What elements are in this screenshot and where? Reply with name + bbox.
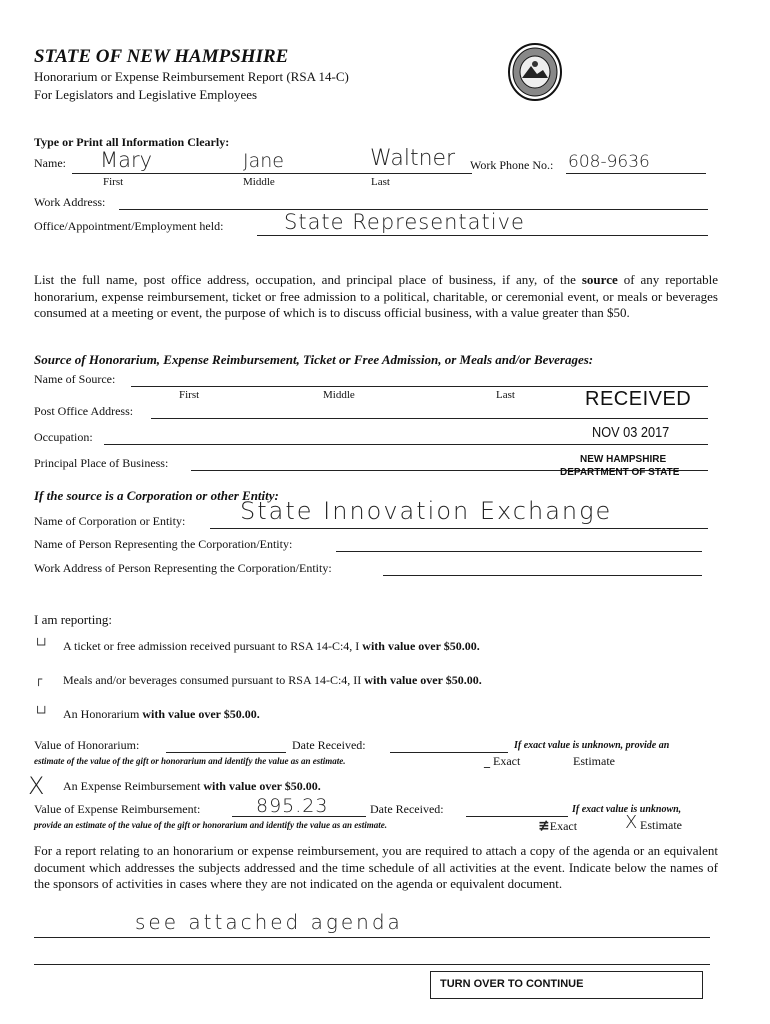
rep-name-line[interactable] bbox=[336, 551, 702, 552]
ticket-option: A ticket or free admission received pursuant to RSA 14-C:4, I with value over $50.00. bbox=[63, 639, 480, 653]
agenda-instructions-paragraph: For a report relating to an honorarium or expense reimbursement, you are required to attach a copy of the agenda or an equivalent document which addresses the subjects addressed and the time schedule of all activities at the event. Indicate below the names of the sponsors of activities in cases where they are not indicated on the agenda or equivalent document. bbox=[34, 843, 718, 891]
po-address-label: Post Office Address: bbox=[34, 404, 134, 418]
first-caption: First bbox=[103, 176, 124, 188]
hon-date-received-line[interactable] bbox=[390, 752, 508, 753]
instructions-heading: Type or Print all Information Clearly: bbox=[34, 135, 230, 149]
expense-value: 895.23 bbox=[256, 795, 329, 817]
corporation-name-line[interactable] bbox=[210, 528, 708, 529]
honorarium-value-label: Value of Honorarium: bbox=[34, 738, 140, 752]
hon-exact-option[interactable]: _ Exact bbox=[484, 754, 521, 768]
office-label: Office/Appointment/Employment held: bbox=[34, 219, 224, 233]
first-name-value: Mary bbox=[100, 148, 153, 172]
sponsor-line-1[interactable] bbox=[34, 937, 710, 938]
expense-date-received-line[interactable] bbox=[466, 816, 568, 817]
source-middle-caption: Middle bbox=[323, 389, 355, 401]
name-label: Name: bbox=[34, 156, 66, 170]
source-instructions-paragraph: List the full name, post office address, occupation, and principal place of business, if any, of the source of any reportable honorarium, expense reimbursement, ticket or free admission to a political, charitable, or ceremonial event, or meals or beverages consumed at a meeting or event, the purpose of which is to discuss official business, with a value greater than $50. bbox=[34, 272, 718, 320]
stamp-line-1: NEW HAMPSHIRE bbox=[580, 454, 667, 465]
rep-address-line[interactable] bbox=[383, 575, 702, 576]
expense-estimate-option[interactable]: Estimate bbox=[640, 818, 682, 832]
honorarium-option: An Honorarium with value over $50.00. bbox=[63, 707, 260, 721]
received-stamp: RECEIVED bbox=[585, 388, 692, 410]
last-name-value: Waltner bbox=[370, 146, 456, 171]
office-value: State Representative bbox=[284, 210, 525, 234]
work-phone-label: Work Phone No.: bbox=[470, 158, 554, 172]
po-address-line[interactable] bbox=[151, 418, 708, 419]
sponsor-line-2[interactable] bbox=[34, 964, 710, 965]
expense-exact-option[interactable]: ≢Exact bbox=[538, 818, 578, 834]
expense-value-label: Value of Expense Reimbursement: bbox=[34, 802, 201, 816]
source-first-caption: First bbox=[179, 389, 200, 401]
expense-estimate-note: provide an estimate of the value of the gift or honorarium and identify the value as an estimate. bbox=[34, 820, 387, 830]
office-line[interactable] bbox=[257, 235, 708, 236]
rep-address-label: Work Address of Person Representing the Corporation/Entity: bbox=[34, 561, 332, 575]
hon-exact-unknown-note: If exact value is unknown, provide an bbox=[514, 740, 670, 751]
middle-name-value: Jane bbox=[243, 150, 284, 172]
expense-date-received-label: Date Received: bbox=[370, 802, 444, 816]
source-last-caption: Last bbox=[496, 389, 515, 401]
work-address-label: Work Address: bbox=[34, 195, 106, 209]
hon-date-received-label: Date Received: bbox=[292, 738, 366, 752]
corporation-name-value: State Innovation Exchange bbox=[240, 497, 613, 525]
rep-name-label: Name of Person Representing the Corporation/Entity: bbox=[34, 537, 293, 551]
sponsor-handwritten: see attached agenda bbox=[135, 910, 403, 934]
turn-over-box bbox=[430, 971, 703, 999]
principal-place-label: Principal Place of Business: bbox=[34, 456, 169, 470]
page-title: STATE OF NEW HAMPSHIRE bbox=[34, 46, 289, 67]
meals-checkbox[interactable]: ┌ bbox=[35, 672, 43, 686]
work-phone-line[interactable] bbox=[566, 173, 706, 174]
name-line[interactable] bbox=[72, 173, 472, 174]
state-seal-icon bbox=[507, 42, 563, 102]
source-name-line[interactable] bbox=[131, 386, 708, 387]
last-caption: Last bbox=[371, 176, 390, 188]
occupation-line[interactable] bbox=[104, 444, 708, 445]
reporting-label: I am reporting: bbox=[34, 612, 112, 627]
received-date: NOV 03 2017 bbox=[592, 424, 670, 441]
corporation-heading: If the source is a Corporation or other Entity: bbox=[34, 488, 279, 503]
occupation-label: Occupation: bbox=[34, 430, 93, 444]
work-phone-value: 608-9636 bbox=[568, 152, 650, 172]
expense-exact-unknown-note: If exact value is unknown, bbox=[572, 804, 682, 815]
turn-over-label: TURN OVER TO CONTINUE bbox=[440, 978, 584, 990]
expense-option: An Expense Reimbursement with value over $50.00. bbox=[63, 779, 321, 793]
ticket-checkbox[interactable]: └┘ bbox=[34, 638, 49, 652]
hon-estimate-note: estimate of the value of the gift or honorarium and identify the value as an estimate. bbox=[34, 756, 346, 766]
honorarium-value-line[interactable] bbox=[166, 752, 286, 753]
estimate-check-mark[interactable]: X bbox=[625, 812, 638, 833]
source-name-label: Name of Source: bbox=[34, 372, 116, 386]
corporation-name-label: Name of Corporation or Entity: bbox=[34, 514, 186, 528]
source-heading: Source of Honorarium, Expense Reimbursement, Ticket or Free Admission, or Meals and/or Beverages: bbox=[34, 352, 594, 367]
hon-estimate-option[interactable]: Estimate bbox=[573, 754, 615, 768]
form-audience: For Legislators and Legislative Employees bbox=[34, 87, 258, 102]
meals-option: Meals and/or beverages consumed pursuant to RSA 14-C:4, II with value over $50.00. bbox=[63, 673, 482, 687]
honorarium-checkbox[interactable]: └┘ bbox=[34, 706, 49, 720]
form-subtitle: Honorarium or Expense Reimbursement Report (RSA 14-C) bbox=[34, 69, 349, 84]
middle-caption: Middle bbox=[243, 176, 275, 188]
stamp-line-2: DEPARTMENT OF STATE bbox=[560, 467, 680, 478]
expense-check-mark[interactable]: X bbox=[28, 772, 45, 800]
